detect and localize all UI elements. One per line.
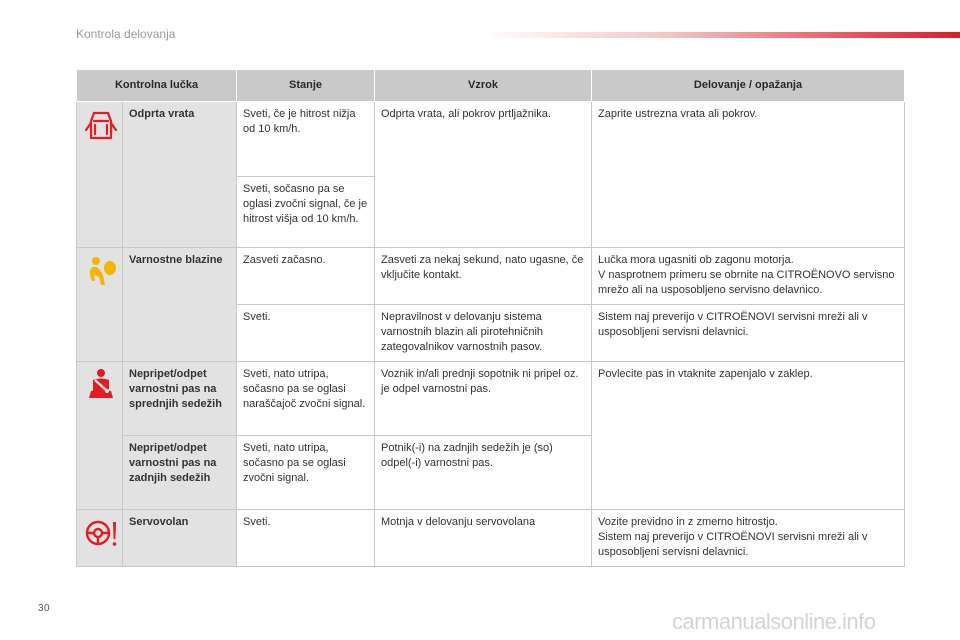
seatbelt-icon: [83, 367, 119, 403]
header-cause: Vzrok: [375, 70, 592, 102]
open-door-icon: [83, 107, 119, 143]
light-name: Nepripet/odpet varnostni pas na zadnjih sedežih: [123, 436, 237, 510]
header-accent-bar: [480, 32, 960, 38]
action-cell: [592, 248, 905, 305]
light-name: Servovolan: [123, 510, 237, 567]
action-cell: Sistem naj preverijo v CITROËNOVI servisni mreži ali v usposobljeni servisni delavnici.: [592, 305, 905, 362]
action-line: Sistem naj preverijo v CITROËNOVI servisni mreži ali v usposobljeni servisni delavnici.: [598, 531, 868, 558]
action-line: V nasprotnem primeru se obrnite na CITROËNOVO servisno mrežo ali na usposobljeno servisno delavnico.: [598, 269, 895, 296]
state-cell: Sveti, če je hitrost nižja od 10 km/h.: [237, 102, 375, 177]
table-header-row: [77, 70, 905, 102]
action-cell: Zaprite ustrezna vrata ali pokrov.: [592, 102, 905, 248]
power-steering-icon-cell: [77, 510, 123, 567]
action-cell: Povlecite pas in vtaknite zapenjalo v zaklep.: [592, 362, 905, 510]
cause-cell: Odprta vrata, ali pokrov prtljažnika.: [375, 102, 592, 248]
header-state: Stanje: [237, 70, 375, 102]
state-cell: Sveti.: [237, 305, 375, 362]
cause-cell: Potnik(-i) na zadnjih sedežih je (so) odpel(-i) varnostni pas.: [375, 436, 592, 510]
light-name: Nepripet/odpet varnostni pas na sprednjih sedežih: [123, 362, 237, 436]
action-line: Vozite previdno in z zmerno hitrostjo.: [598, 516, 778, 528]
light-name: Odprta vrata: [123, 102, 237, 248]
cause-cell: Nepravilnost v delovanju sistema varnostnih blazin ali pirotehničnih zategovalnikov varnostnih pasov.: [375, 305, 592, 362]
state-cell: Sveti, nato utripa, sočasno pa se oglasi zvočni signal.: [237, 436, 375, 510]
table-row: [77, 510, 905, 567]
table-row: [77, 102, 905, 177]
action-cell: [592, 510, 905, 567]
open-door-icon-cell: [77, 102, 123, 248]
airbag-icon: [83, 253, 119, 289]
cause-cell: Voznik in/ali prednji sopotnik ni pripel oz. je odpel varnostni pas.: [375, 362, 592, 436]
action-line: Lučka mora ugasniti ob zagonu motorja.: [598, 254, 794, 266]
table-row: [77, 248, 905, 305]
page-number: 30: [38, 603, 51, 614]
header-warning-light: Kontrolna lučka: [77, 70, 237, 102]
table-row: [77, 362, 905, 436]
state-cell: Sveti, nato utripa, sočasno pa se oglasi naraščajoč zvočni signal.: [237, 362, 375, 436]
state-cell: Sveti.: [237, 510, 375, 567]
state-cell: Sveti, sočasno pa se oglasi zvočni signal, če je hitrost višja od 10 km/h.: [237, 177, 375, 248]
cause-cell: Motnja v delovanju servovolana: [375, 510, 592, 567]
cause-cell: Zasveti za nekaj sekund, nato ugasne, če vključite kontakt.: [375, 248, 592, 305]
light-name: Varnostne blazine: [123, 248, 237, 362]
airbag-icon-cell: [77, 248, 123, 362]
watermark: carmanualsonline.info: [672, 609, 876, 634]
seatbelt-icon-cell: [77, 362, 123, 510]
section-title: Kontrola delovanja: [76, 27, 176, 41]
header-action: Delovanje / opažanja: [592, 70, 905, 102]
power-steering-icon: [83, 515, 119, 551]
warning-lights-table: [76, 69, 905, 567]
state-cell: Zasveti začasno.: [237, 248, 375, 305]
